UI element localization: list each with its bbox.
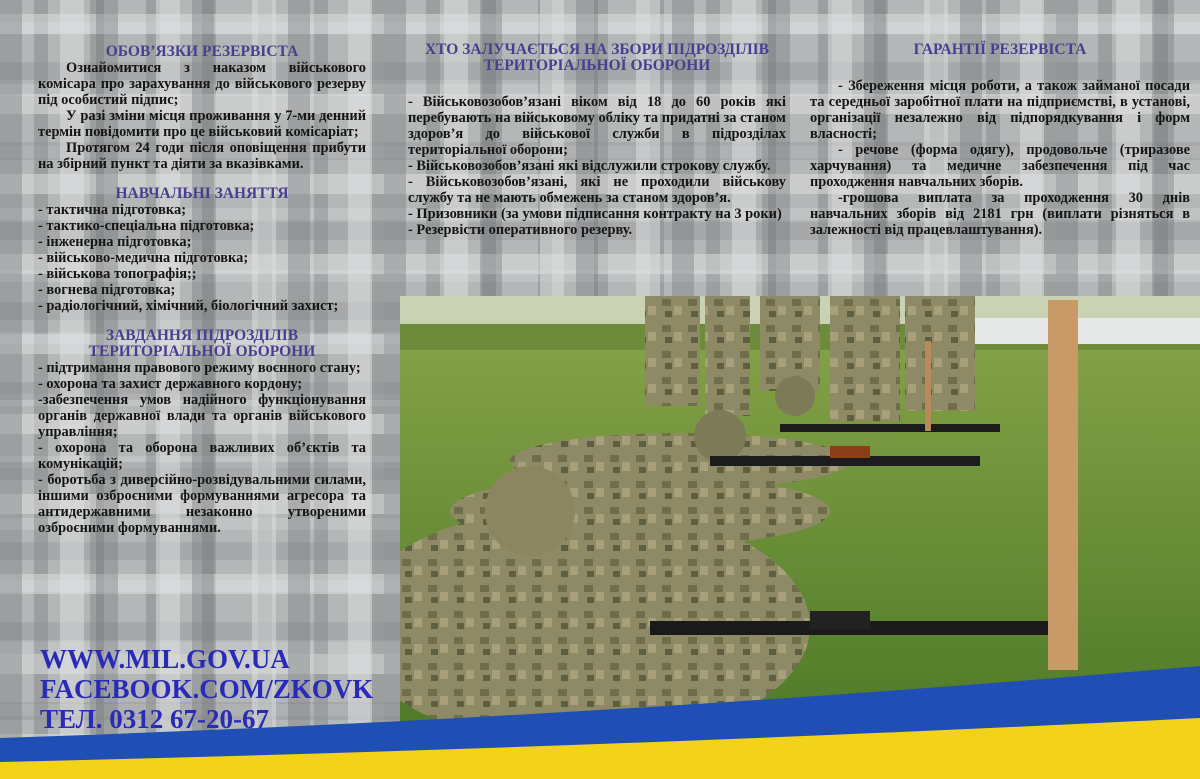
tasks-item: - підтримання правового режиму воєнного стану; [38, 360, 361, 376]
tasks-heading-line2: ТЕРИТОРІАЛЬНОЇ ОБОРОНИ [88, 343, 316, 360]
website-link[interactable]: WWW.MIL.GOV.UA [40, 644, 290, 674]
phone-number: ТЕЛ. 0312 67-20-67 [40, 704, 270, 734]
who-item: - Резервісти оперативного резерву. [408, 222, 633, 238]
training-item: - військово-медична підготовка; [38, 250, 249, 266]
who-item: - Військовозобов’язані які відслужили строкову службу. [408, 158, 771, 174]
who-heading-line1: ХТО ЗАЛУЧАЄТЬСЯ НА ЗБОРИ ПІДРОЗДІЛІВ [424, 41, 770, 58]
training-item: - радіологічний, хімічний, біологічний захист; [38, 298, 339, 314]
guarantees-item: - Збереження місця роботи, а також займаної посади та середньої заробітної плати на підприємстві, в установі, організації незалежно від підпорядкування і форм власності; [810, 78, 1190, 142]
guarantees-item: -грошова виплата за проходження 30 днів навчальних зборів від 2181 грн (виплати різняться в залежності від працевлаштування). [810, 190, 1190, 238]
tasks-item: - боротьба з диверсійно-розвідувальними силами, іншими озброєними формуваннями агресора та антидержавними незаконно утвореними озброєними формуваннями. [38, 472, 366, 536]
who-item: - Призовники (за умови підписання контракту на 3 роки) [408, 206, 782, 222]
training-item: - тактико-спеціальна підготовка; [38, 218, 255, 234]
duties-paragraph: Протягом 24 годи після оповіщення прибути на збірний пункт та діяти за вказівками. [38, 140, 366, 172]
training-item: - вогнева підготовка; [38, 282, 176, 298]
training-item: - інженерна підготовка; [38, 234, 192, 250]
tasks-heading-line1: ЗАВДАННЯ ПІДРОЗДІЛІВ [105, 327, 299, 344]
training-heading: НАВЧАЛЬНІ ЗАНЯТТЯ [115, 185, 289, 202]
guarantees-heading: ГАРАНТІЇ РЕЗЕРВІСТА [913, 41, 1087, 58]
tasks-item: - охорона та оборона важливих об’єктів та комунікацій; [38, 440, 366, 472]
tasks-item: - охорона та захист державного кордону; [38, 376, 303, 392]
training-item: - військова топографія;; [38, 266, 197, 282]
facebook-link[interactable]: FACEBOOK.COM/ZKOVK [40, 674, 374, 704]
who-heading-line2: ТЕРИТОРІАЛЬНОЇ ОБОРОНИ [483, 57, 711, 74]
training-item: - тактична підготовка; [38, 202, 186, 218]
tasks-item: -забезпечення умов надійного функціонування органів державної влади та органів військового управління; [38, 392, 366, 440]
duties-paragraph: У разі зміни місця проживання у 7-ми денний термін повідомити про це військовий комісаріат; [38, 108, 366, 140]
duties-paragraph: Ознайомитися з наказом військового комісара про зарахування до військового резерву під особистий підпис; [38, 60, 366, 108]
who-item: - Військовозобов’язані, які не проходили військову службу та не мають обмежень за станом здоров’я. [408, 174, 786, 206]
guarantees-item: - речове (форма одягу), продовольче (триразове харчування) та медичне забезпечення під час проходження навчальних зборів. [810, 142, 1190, 190]
duties-heading: ОБОВ’ЯЗКИ РЕЗЕРВІСТА [105, 43, 299, 60]
who-item: - Військовозобов’язані віком від 18 до 60 років які перебувають на військовому обліку та придатні за станом здоров’я до військової служби в підрозділах територіальної оборони; [408, 94, 786, 158]
